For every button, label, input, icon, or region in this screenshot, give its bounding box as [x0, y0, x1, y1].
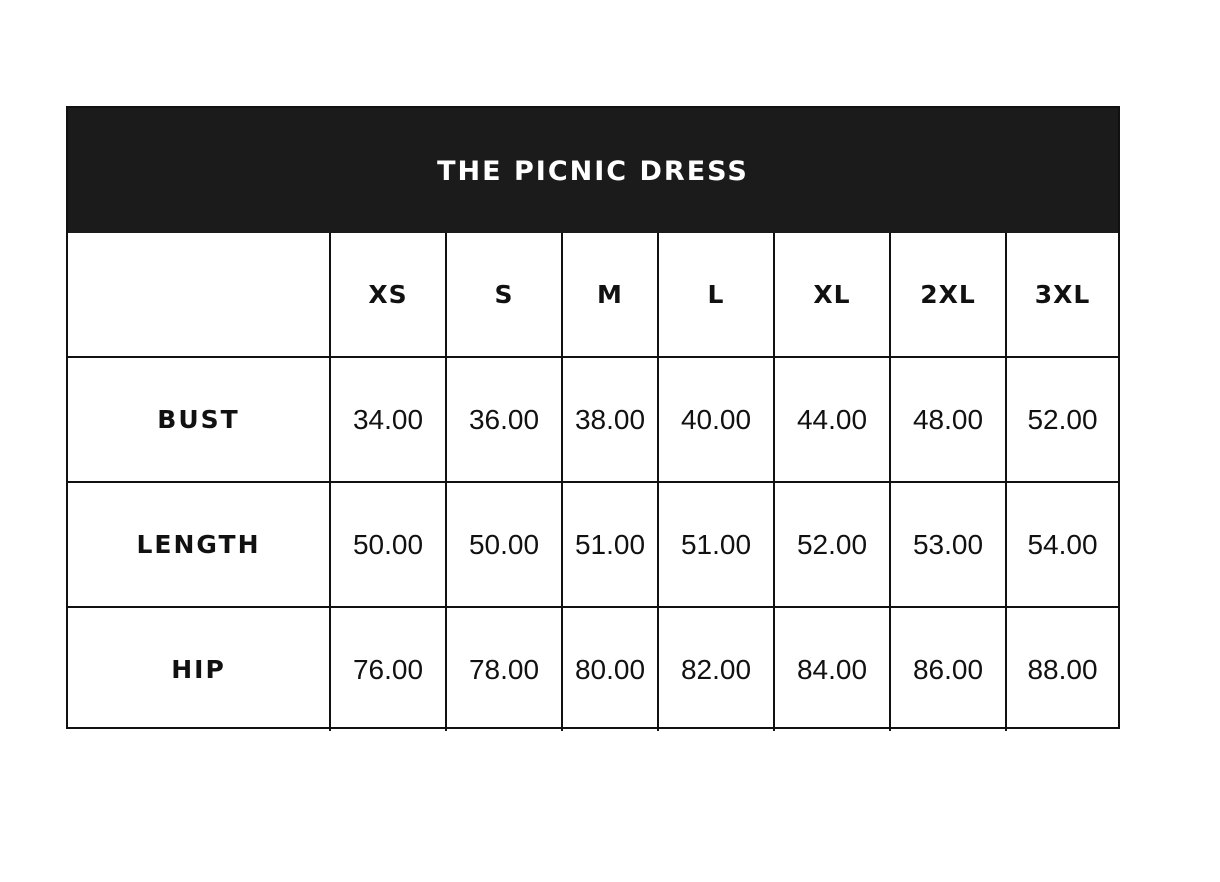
- size-header-cell: [330, 233, 446, 357]
- measurement-value: 38.00: [574, 403, 646, 435]
- size-label: 3XL: [1034, 280, 1091, 309]
- size-label: S: [494, 280, 514, 309]
- size-header-cell: [658, 233, 774, 357]
- table-row-length: [68, 482, 1118, 607]
- measurement-value: 88.00: [1027, 653, 1098, 685]
- row-label-cell: [68, 607, 330, 731]
- measurement-value: 51.00: [680, 528, 752, 560]
- size-header-cell: [890, 233, 1006, 357]
- measurement-value: 50.00: [468, 528, 540, 560]
- measurement-value: 51.00: [574, 528, 646, 560]
- measurement-cell: [330, 607, 446, 731]
- measurement-cell: [330, 357, 446, 482]
- row-label: LENGTH: [136, 530, 261, 559]
- table-row-bust: [68, 357, 1118, 482]
- table-row-hip: [68, 607, 1118, 731]
- measurement-cell: [774, 607, 890, 731]
- measurement-cell: [1006, 357, 1118, 482]
- size-label: XL: [813, 280, 851, 309]
- chart-header: [68, 108, 1118, 233]
- measurement-cell: [890, 357, 1006, 482]
- measurement-value: 50.00: [352, 528, 424, 560]
- measurement-cell: [562, 357, 658, 482]
- chart-title: THE PICNIC DRESS: [437, 156, 749, 187]
- measurement-value: 54.00: [1027, 528, 1098, 560]
- measurement-value: 48.00: [912, 403, 984, 435]
- measurement-value: 52.00: [796, 528, 868, 560]
- measurement-value: 82.00: [680, 653, 752, 685]
- measurement-value: 53.00: [912, 528, 984, 560]
- measurement-cell: [890, 607, 1006, 731]
- measurement-value: 80.00: [574, 653, 646, 685]
- measurement-cell: [446, 607, 562, 731]
- size-header-cell: [562, 233, 658, 357]
- row-label: HIP: [171, 655, 226, 684]
- measurement-cell: [774, 357, 890, 482]
- measurement-cell: [658, 482, 774, 607]
- size-chart: [66, 106, 1120, 729]
- measurement-cell: [446, 357, 562, 482]
- size-header-cell: [1006, 233, 1118, 357]
- measurement-cell: [330, 482, 446, 607]
- measurement-cell: [890, 482, 1006, 607]
- size-header-row: [68, 233, 1118, 357]
- measurement-cell: [1006, 482, 1118, 607]
- size-header-cell: [774, 233, 890, 357]
- measurement-cell: [562, 607, 658, 731]
- measurement-value: 34.00: [352, 403, 424, 435]
- measurement-value: 76.00: [352, 653, 424, 685]
- size-label: M: [597, 280, 623, 309]
- measurement-value: 52.00: [1027, 403, 1098, 435]
- row-label-cell: [68, 482, 330, 607]
- measurement-value: 36.00: [468, 403, 540, 435]
- measurement-value: 44.00: [796, 403, 868, 435]
- size-table: [68, 233, 1118, 731]
- row-label-cell: [68, 357, 330, 482]
- size-label: L: [707, 280, 725, 309]
- corner-cell: [68, 233, 330, 357]
- row-label: BUST: [157, 405, 240, 434]
- measurement-value: 84.00: [796, 653, 868, 685]
- measurement-cell: [658, 607, 774, 731]
- measurement-cell: [658, 357, 774, 482]
- measurement-value: 78.00: [468, 653, 540, 685]
- size-label: XS: [368, 280, 408, 309]
- size-label: 2XL: [920, 280, 976, 309]
- measurement-cell: [1006, 607, 1118, 731]
- measurement-cell: [562, 482, 658, 607]
- measurement-cell: [446, 482, 562, 607]
- measurement-value: 86.00: [912, 653, 984, 685]
- size-header-cell: [446, 233, 562, 357]
- measurement-cell: [774, 482, 890, 607]
- measurement-value: 40.00: [680, 403, 752, 435]
